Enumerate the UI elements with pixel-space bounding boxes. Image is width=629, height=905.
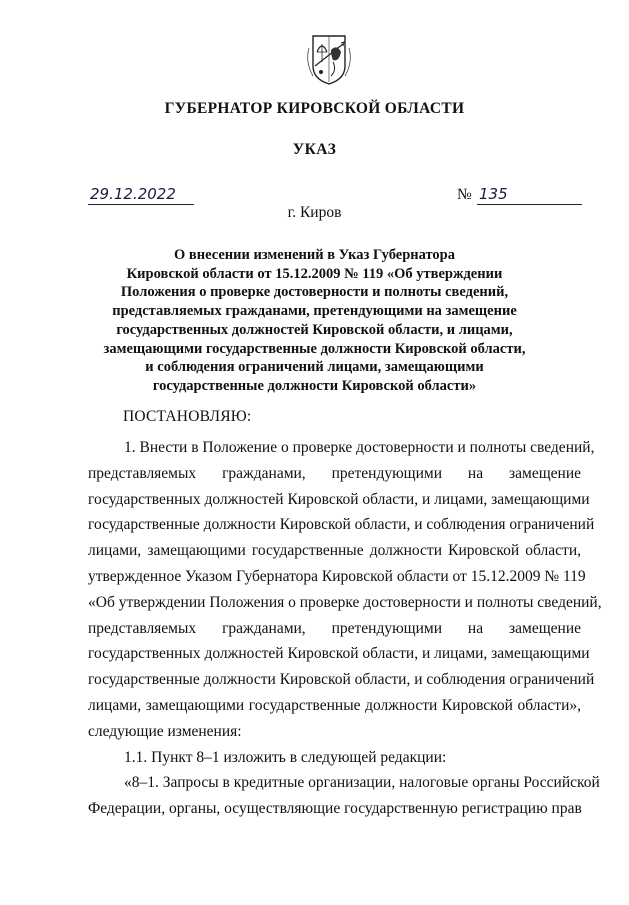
body-line: лицами, замещающими государственные должности Кировской области», [88, 696, 581, 714]
issue-city: г. Киров [287, 204, 342, 221]
body-line: утвержденное Указом Губернатора Кировской области от 15.12.2009 № 119 [88, 567, 586, 585]
title-line: представляемых гражданами, претендующими на замещение [112, 303, 517, 320]
body-text [88, 435, 602, 822]
body-line: «8–1. Запросы в кредитные организации, налоговые органы Российской [124, 774, 600, 792]
title-line: Кировской области от 15.12.2009 № 119 «Об утверждении [126, 265, 503, 282]
title-line: Положения о проверке достоверности и полноты сведений, [120, 284, 509, 301]
coat-of-arms-emblem [301, 32, 357, 86]
number-label: № [457, 186, 472, 203]
body-line: государственных должностей Кировской области, и лицами, замещающими [88, 490, 590, 508]
body-line: государственных должностей Кировской области, и лицами, замещающими [88, 645, 590, 663]
document-type: УКАЗ [292, 141, 337, 158]
body-line: государственные должности Кировской области, и соблюдения ограничений [88, 671, 595, 689]
document-title [0, 246, 629, 396]
body-line: представляемых гражданами, претендующими на замещение [88, 464, 581, 482]
body-line: 1.1. Пункт 8–1 изложить в следующей редакции: [124, 748, 447, 766]
body-line: «Об утверждении Положения о проверке достоверности и полноты сведений, [88, 593, 602, 611]
body-line: представляемых гражданами, претендующими на замещение [88, 619, 581, 637]
title-line: государственные должности Кировской области» [152, 377, 477, 394]
title-line: замещающими государственные должности Кировской области, [103, 340, 526, 357]
decree-word: ПОСТАНОВЛЯЮ: [123, 408, 252, 425]
document-number: 135 [477, 184, 582, 205]
title-line: государственных должностей Кировской области, и лицами, [116, 321, 513, 338]
issuing-authority: ГУБЕРНАТОР КИРОВСКОЙ ОБЛАСТИ [164, 100, 465, 117]
body-line: Федерации, органы, осуществляющие государственную регистрацию прав [88, 800, 582, 818]
body-line: 1. Внести в Положение о проверке достоверности и полноты сведений, [124, 439, 595, 456]
body-line: следующие изменения: [88, 722, 242, 740]
document-date: 29.12.2022 [88, 184, 194, 205]
body-line: лицами, замещающими государственные должности Кировской области, [88, 542, 581, 560]
body-line: государственные должности Кировской области, и соблюдения ограничений [88, 516, 595, 534]
title-line: О внесении изменений в Указ Губернатора [174, 247, 455, 263]
title-line: и соблюдения ограничений лицами, замещающими [145, 359, 484, 376]
coat-of-arms-icon [301, 32, 357, 86]
